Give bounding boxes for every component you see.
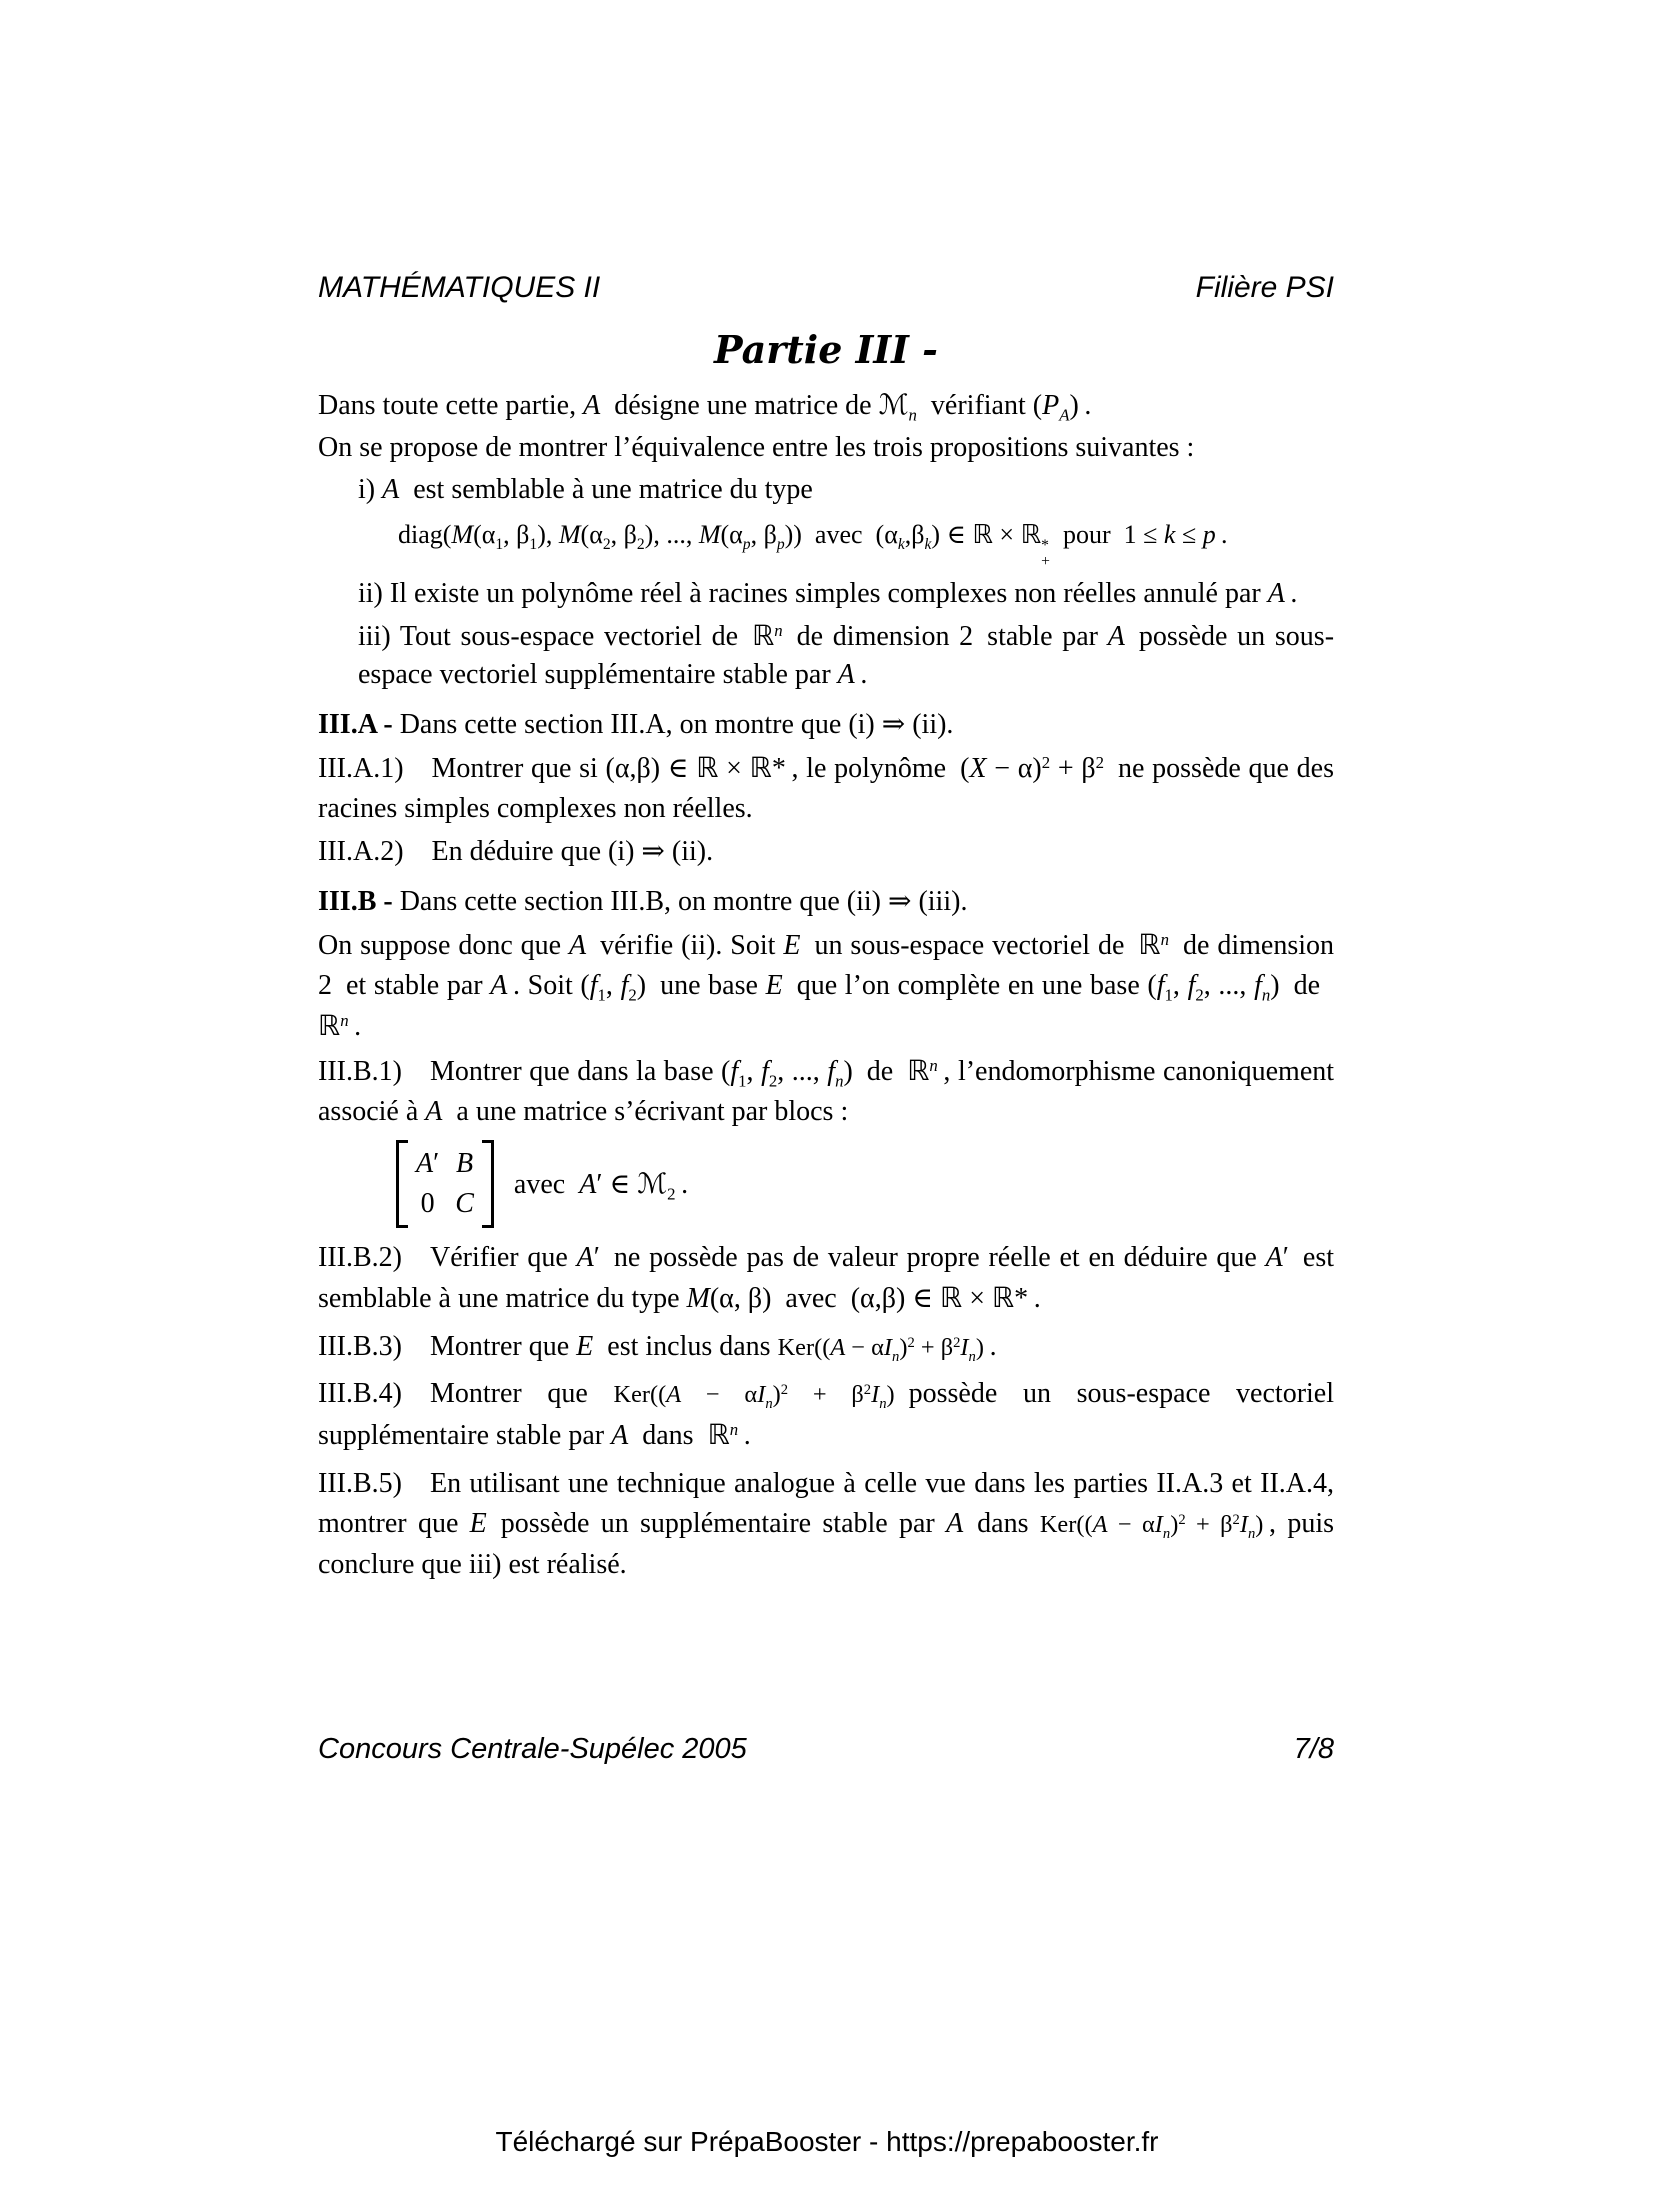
matrix-entry-b: B — [456, 1147, 474, 1179]
diag-formula: $diag(M(\alpha_1$, $\beta_1$), $M(\alpha_2$, $\beta_2$), ..., $M(\alpha_p$, $\beta_p$)) avec $(\alpha_k,\beta_k)$ ∈ ℝ × ℝ * + pour 1 ≤ k ≤ p . — [398, 520, 1228, 571]
matrix-entry-zero: 0 — [420, 1187, 435, 1219]
section-iii-b-intro: On suppose donc que A vérifie (ii). Soit E un sous-espace vectoriel de ℝ$^n$ de dimension 2 et stable par A . Soit ($f_1$, $f_2$) une base E que l’on complète en une base ($f_1$, $f_2$, ..., $f_n$) de ℝ$^n$ . — [318, 927, 1335, 1042]
header-track: Filière PSI — [1195, 271, 1334, 304]
question-iii-b-3: III.B.3) Montrer que E est inclus dans $Ker((A - \alpha I_n)^2 + \beta^2I_n)$ . — [318, 1330, 997, 1365]
page-header — [318, 272, 1334, 304]
matrix-bracket-left — [396, 1140, 408, 1228]
matrix-entry-a-prime: A′ — [416, 1147, 440, 1179]
footer-page-number: 7/8 — [1293, 1733, 1334, 1765]
proposition-iii: iii) Tout sous-espace vectoriel de ℝ$^n$ de dimension 2 stable par A possède un sous-espace vectoriel supplémentaire stable par A . — [358, 618, 1335, 690]
download-note: Téléchargé sur PrépaBooster - https://prepabooster.fr — [495, 2126, 1159, 2157]
question-iii-b-5: III.B.5) En utilisant une technique analogue à celle vue dans les parties II.A.3 et II.A.4, montrer que E possède un supplémentaire stable par A dans $Ker((A - \alpha I_n)^2 + \beta^2I_n)$ , puis conclure que iii) est réalisé. — [318, 1467, 1335, 1580]
document-page — [318, 0, 1334, 1585]
section-heading-iii-b: III.B - Dans cette section III.B, on montre que (ii) ⇒ (iii). — [318, 885, 968, 917]
footer-exam-name: Concours Centrale-Supélec 2005 — [318, 1733, 747, 1765]
question-iii-b-4: III.B.4) Montrer que $Ker((A - \alpha I_n)^2 + \beta^2I_n)$ possède un sous-espace vectoriel supplémentaire stable par A dans ℝ$^n$ . — [318, 1377, 1335, 1451]
block-matrix-display — [318, 1140, 1334, 1228]
proposition-ii: ii) Il existe un polynôme réel à racines simples complexes non réelles annulé par A . — [358, 577, 1298, 609]
block-matrix — [396, 1140, 494, 1228]
matrix-bracket-right — [482, 1140, 494, 1228]
part-title: Partie III - — [714, 327, 938, 372]
question-iii-a-2: III.A.2) En déduire que (i) ⇒ (ii). — [318, 835, 714, 867]
header-subject: MATHÉMATIQUES II — [318, 271, 601, 304]
matrix-caption: avec A′ ∈ ℳ$_2$ . — [513, 1166, 689, 1204]
proposition-i: i) A est semblable à une matrice du type — [358, 474, 813, 505]
question-iii-b-2: III.B.2) Vérifier que A′ ne possède pas de valeur propre réelle et en déduire que A′ est semblable à une matrice du type M(α, β) avec (α,β) ∈ ℝ × ℝ* . — [318, 1241, 1334, 1314]
intro-paragraph-2: On se propose de montrer l’équivalence entre les trois propositions suivantes : — [318, 432, 1195, 463]
matrix-entry-c: C — [455, 1187, 474, 1219]
question-iii-a-1: III.A.1) Montrer que si (α,β) ∈ ℝ × ℝ* , le polynôme $(X - \alpha)^2 + \beta^2$ ne possède que des racines simples complexes non réelles. — [318, 750, 1334, 824]
question-iii-b-1: III.B.1) Montrer que dans la base ($f_1$, $f_2$, ..., $f_n$) de ℝ$^n$ , l’endomorphisme canoniquement associé à A a une matrice s’écrivant par blocs : — [318, 1053, 1335, 1127]
section-heading-iii-a: III.A - Dans cette section III.A, on montre que (i) ⇒ (ii). — [318, 708, 954, 740]
page-footer — [318, 1733, 1334, 1766]
matrix-entries — [408, 1140, 482, 1228]
intro-paragraph-1: Dans toute cette partie, A désigne une matrice de ℳ$_n$ vérifiant $(P_A)$ . — [318, 388, 1092, 425]
